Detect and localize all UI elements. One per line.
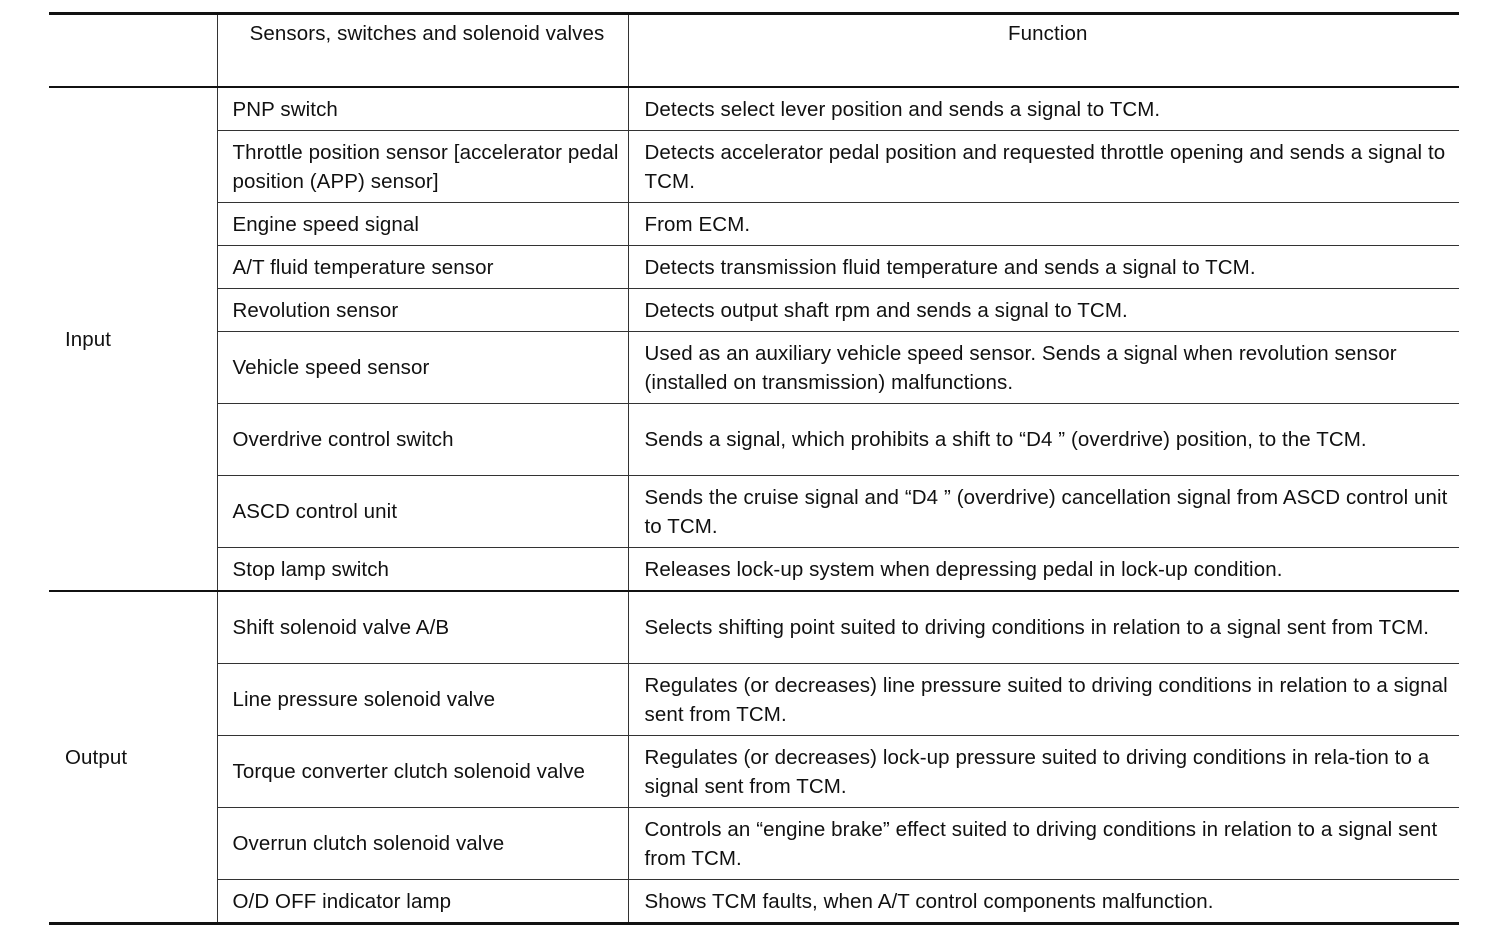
function-cell: Regulates (or decreases) line pressure suited to driving conditions in relation to a signal sent from TCM. bbox=[628, 664, 1459, 736]
component-cell: Shift solenoid valve A/B bbox=[217, 591, 628, 664]
component-cell: A/T fluid temperature sensor bbox=[217, 246, 628, 289]
component-cell: Throttle position sensor [accelerator pedal position (APP) sensor] bbox=[217, 131, 628, 203]
header-function: Function bbox=[628, 14, 1459, 88]
function-cell: Detects select lever position and sends a signal to TCM. bbox=[628, 87, 1459, 131]
component-cell: Line pressure solenoid valve bbox=[217, 664, 628, 736]
component-cell: O/D OFF indicator lamp bbox=[217, 880, 628, 924]
component-cell: ASCD control unit bbox=[217, 476, 628, 548]
group-label-input: Input bbox=[49, 87, 217, 591]
component-cell: Torque converter clutch solenoid valve bbox=[217, 736, 628, 808]
header-component: Sensors, switches and solenoid valves bbox=[217, 14, 628, 88]
component-cell: PNP switch bbox=[217, 87, 628, 131]
function-cell: Sends the cruise signal and “D4 ” (overdrive) cancellation signal from ASCD control unit to TCM. bbox=[628, 476, 1459, 548]
function-cell: Shows TCM faults, when A/T control components malfunction. bbox=[628, 880, 1459, 924]
function-cell: From ECM. bbox=[628, 203, 1459, 246]
function-cell: Selects shifting point suited to driving conditions in relation to a signal sent from TCM. bbox=[628, 591, 1459, 664]
component-cell: Stop lamp switch bbox=[217, 548, 628, 592]
function-cell: Controls an “engine brake” effect suited to driving conditions in relation to a signal sent from TCM. bbox=[628, 808, 1459, 880]
table-row bbox=[49, 591, 1459, 664]
header-group bbox=[49, 14, 217, 88]
table-row bbox=[49, 246, 1459, 289]
group-label-output: Output bbox=[65, 745, 128, 769]
table-row bbox=[49, 332, 1459, 404]
table-row bbox=[49, 87, 1459, 131]
function-cell: Detects transmission fluid temperature and sends a signal to TCM. bbox=[628, 246, 1459, 289]
function-cell: Releases lock-up system when depressing pedal in lock-up condition. bbox=[628, 548, 1459, 592]
table-row bbox=[49, 131, 1459, 203]
table-row bbox=[49, 880, 1459, 924]
function-cell: Sends a signal, which prohibits a shift to “D4 ” (overdrive) position, to the TCM. bbox=[628, 404, 1459, 476]
table-row bbox=[49, 808, 1459, 880]
component-cell: Revolution sensor bbox=[217, 289, 628, 332]
function-cell: Used as an auxiliary vehicle speed sensor. Sends a signal when revolution sensor (installed on transmission) malfunctions. bbox=[628, 332, 1459, 404]
component-cell: Overrun clutch solenoid valve bbox=[217, 808, 628, 880]
function-cell: Detects accelerator pedal position and requested throttle opening and sends a signal to TCM. bbox=[628, 131, 1459, 203]
table-row bbox=[49, 476, 1459, 548]
component-cell: Overdrive control switch bbox=[217, 404, 628, 476]
table-row bbox=[49, 289, 1459, 332]
component-cell: Engine speed signal bbox=[217, 203, 628, 246]
table-row bbox=[49, 203, 1459, 246]
table-row bbox=[49, 664, 1459, 736]
function-cell: Detects output shaft rpm and sends a signal to TCM. bbox=[628, 289, 1459, 332]
component-cell: Vehicle speed sensor bbox=[217, 332, 628, 404]
table-row bbox=[49, 548, 1459, 592]
table-row bbox=[49, 404, 1459, 476]
table-header-row bbox=[49, 14, 1459, 88]
table-row bbox=[49, 736, 1459, 808]
function-cell: Regulates (or decreases) lock-up pressure suited to driving conditions in rela-tion to a signal sent from TCM. bbox=[628, 736, 1459, 808]
components-function-table bbox=[49, 12, 1459, 925]
